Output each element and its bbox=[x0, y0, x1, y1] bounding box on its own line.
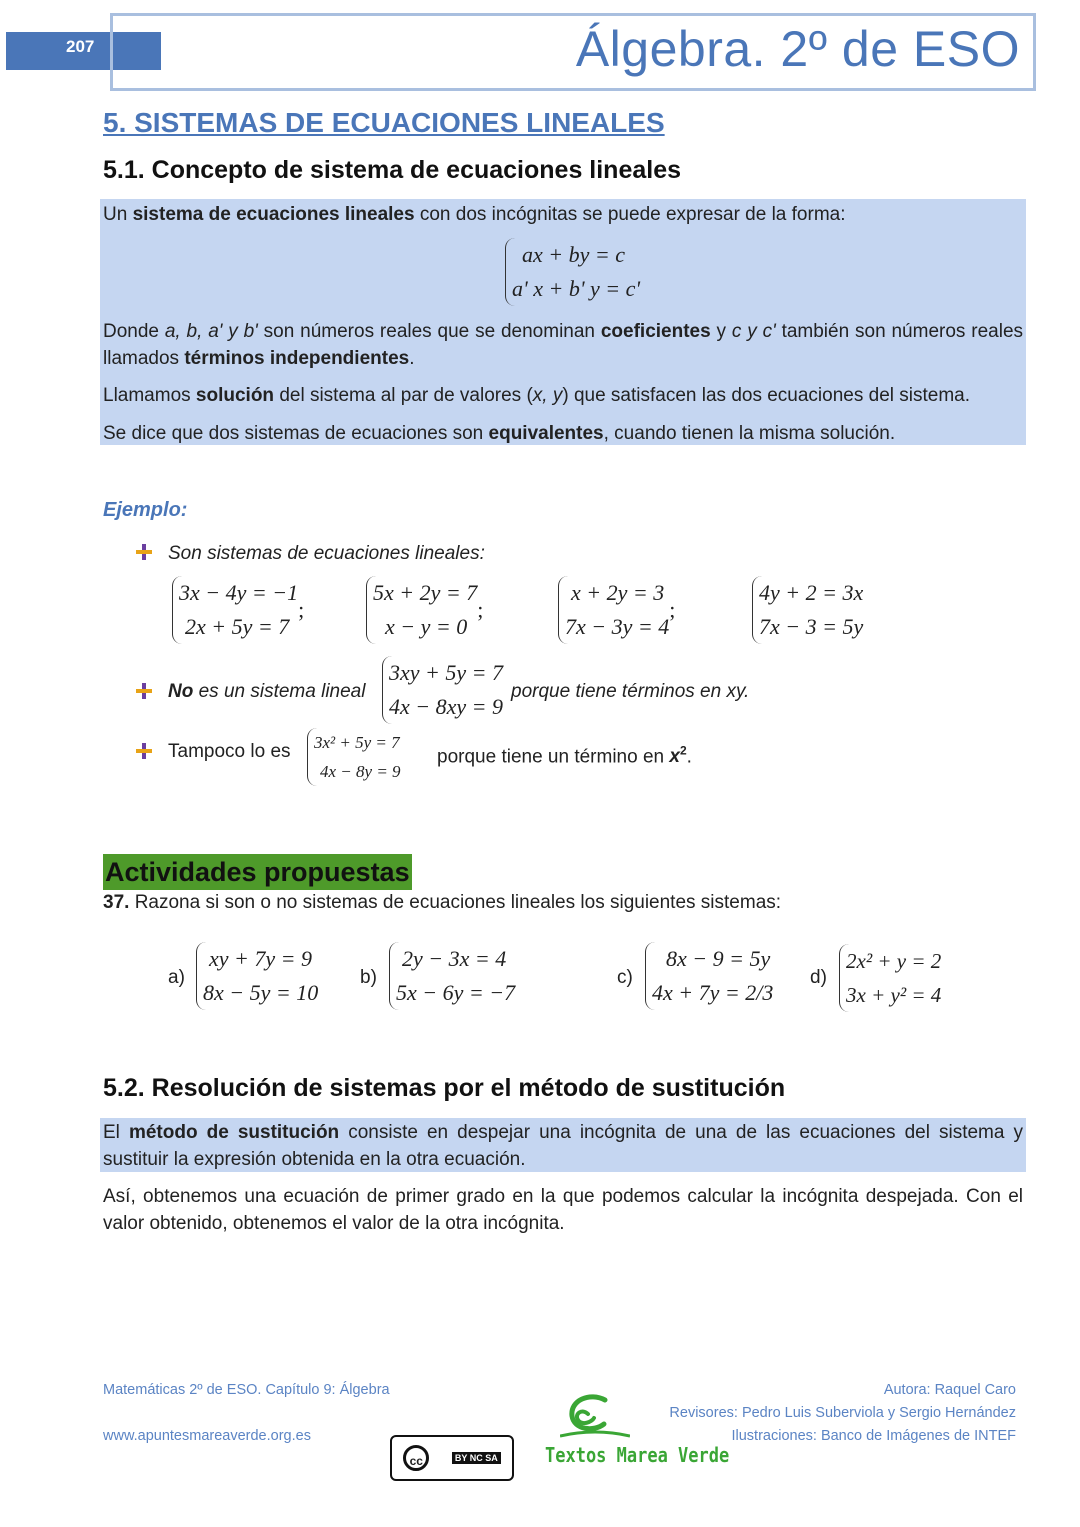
example-bullet-2: No es un sistema lineal bbox=[168, 681, 366, 702]
bullet-plus-icon bbox=[136, 682, 152, 700]
activity-label-c: c) bbox=[617, 967, 633, 988]
subsection-title-1: 5.1. Concepto de sistema de ecuaciones lineales bbox=[103, 156, 682, 184]
activity-37-statement: 37. Razona si son o no sistemas de ecuaciones lineales los siguientes sistemas: bbox=[103, 892, 782, 913]
marea-verde-logo-icon bbox=[560, 1392, 630, 1442]
activity-label-a: a) bbox=[168, 967, 185, 988]
definition-intro: Un sistema de ecuaciones lineales con dos incógnitas se puede expresar de la forma: bbox=[103, 204, 846, 225]
activity-system-b: 2y − 3x = 4 5x − 6y = −7 bbox=[389, 942, 515, 1010]
activity-label-b: b) bbox=[360, 967, 377, 988]
activity-system-a: xy + 7y = 9 8x − 5y = 10 bbox=[196, 942, 318, 1010]
example-bullet-3-reason: porque tiene un término en $x^2$. bbox=[437, 744, 692, 768]
example-system-1: 3x − 4y = −1 2x + 5y = 7 ; bbox=[172, 576, 304, 644]
activity-system-c: 8x − 9 = 5y 4x + 7y = 2/3 bbox=[645, 942, 773, 1010]
example-system-3: x + 2y = 3 7x − 3y = 4 ; bbox=[558, 576, 675, 644]
page-number: 207 bbox=[6, 32, 161, 70]
general-eq-2: a' x + b' y = c' bbox=[512, 276, 641, 301]
footer-website[interactable]: www.apuntesmareaverde.org.es bbox=[103, 1428, 311, 1444]
nonlinear-system-x2: 3x² + 5y = 7 4x − 8y = 9 bbox=[307, 728, 401, 786]
example-bullet-1: Son sistemas de ecuaciones lineales: bbox=[168, 543, 485, 564]
bullet-plus-icon bbox=[136, 742, 152, 760]
example-label: Ejemplo: bbox=[103, 499, 188, 521]
marea-verde-logo-text: Textos Marea Verde bbox=[545, 1444, 730, 1468]
definition-paragraph-3: Se dice que dos sistemas de ecuaciones son equivalentes, cuando tienen la misma solución. bbox=[103, 423, 896, 444]
substitution-explanation: Así, obtenemos una ecuación de primer grado en la que podemos calcular la incógnita despejada. Con el valor obtenido, obtenemos el valor de la otra incógnita. bbox=[103, 1186, 1023, 1234]
substitution-definition: El método de sustitución consiste en despejar una incógnita de una de las ecuaciones del sistema y sustituir la expresión obtenida en la otra ecuación. bbox=[103, 1122, 1023, 1170]
example-system-2: 5x + 2y = 7 x − y = 0 ; bbox=[366, 576, 483, 644]
definition-paragraph-2: Llamamos solución del sistema al par de valores (x, y) que satisfacen las dos ecuaciones del sistema. bbox=[103, 385, 971, 406]
footer-illustrations: Ilustraciones: Banco de Imágenes de INTEF bbox=[731, 1428, 1016, 1444]
activities-title: Actividades propuestas bbox=[103, 854, 412, 890]
nonlinear-system-xy: 3xy + 5y = 7 4x − 8xy = 9 bbox=[382, 656, 503, 724]
footer-author: Autora: Raquel Caro bbox=[883, 1382, 1016, 1398]
general-system bbox=[505, 238, 640, 306]
definition-paragraph-1: Donde a, b, a' y b' son números reales que se denominan coeficientes y c y c' también son números reales llamados términos independientes. bbox=[103, 321, 1024, 369]
activity-system-d: 2x² + y = 2 3x + y² = 4 bbox=[839, 944, 941, 1012]
header-title: Álgebra. 2º de ESO bbox=[575, 21, 1020, 77]
example-bullet-3: Tampoco lo es bbox=[168, 741, 291, 762]
subsection-title-2: 5.2. Resolución de sistemas por el método de sustitución bbox=[103, 1074, 786, 1102]
activity-label-d: d) bbox=[810, 967, 827, 988]
general-eq-1: ax + by = c bbox=[522, 242, 625, 267]
footer-reviewers: Revisores: Pedro Luis Suberviola y Sergio Hernández bbox=[669, 1405, 1016, 1421]
example-system-4: 4y + 2 = 3x 7x − 3 = 5y bbox=[752, 576, 863, 644]
cc-by-nc-sa-label: BY NC SA bbox=[452, 1452, 501, 1464]
section-title: 5. SISTEMAS DE ECUACIONES LINEALES bbox=[103, 107, 665, 138]
footer-book-title: Matemáticas 2º de ESO. Capítulo 9: Álgebra bbox=[103, 1382, 390, 1398]
cc-license-badge bbox=[390, 1435, 514, 1481]
example-bullet-2-reason: porque tiene términos en xy. bbox=[511, 681, 750, 702]
bullet-plus-icon bbox=[136, 543, 152, 561]
cc-icon: cc bbox=[403, 1445, 429, 1471]
